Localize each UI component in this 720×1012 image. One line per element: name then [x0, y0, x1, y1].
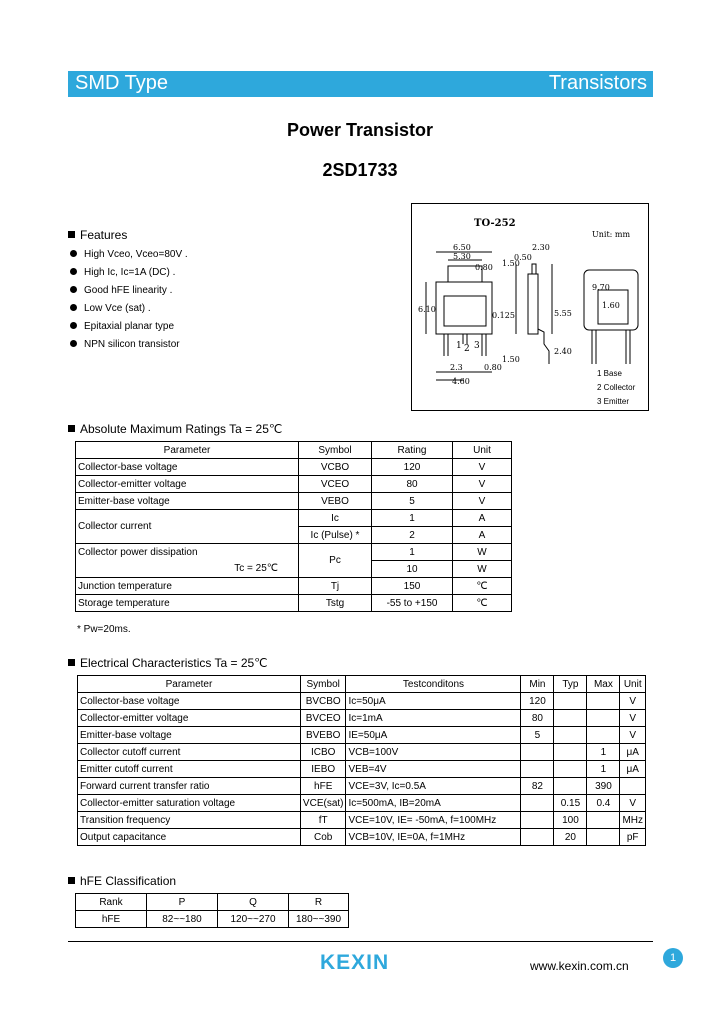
feature-item: Good hFE linearity .	[70, 285, 172, 296]
table-row: Output capacitance Cob VCB=10V, IE=0A, f=1MHz 20 pF	[78, 829, 646, 846]
table-row: Storage temperature Tstg -55 to +150 ℃	[76, 595, 512, 612]
svg-text:2.40: 2.40	[554, 347, 572, 356]
svg-text:1.50: 1.50	[502, 355, 520, 364]
header-right: Transistors	[548, 72, 647, 94]
footer-divider	[68, 941, 653, 942]
table-row: Tc = 25℃ 10 W	[76, 561, 512, 578]
feature-item: High Ic, Ic=1A (DC) .	[70, 267, 175, 278]
bullet-icon	[70, 268, 77, 275]
part-number: 2SD1733	[322, 160, 398, 180]
package-diagram	[411, 203, 649, 411]
table-row: hFE 82~~180 120~~270 180~~390	[76, 911, 349, 928]
table-row: Ic (Pulse) * 2 A	[76, 527, 512, 544]
page-number: 1	[663, 948, 683, 968]
footnote: * Pw=20ms.	[77, 624, 131, 635]
abs-max-heading: Absolute Maximum Ratings Ta = 25℃	[68, 422, 282, 436]
table-row: Forward current transfer ratio hFE VCE=3V, Ic=0.5A 82 390	[78, 778, 646, 795]
bullet-icon	[70, 340, 77, 347]
bullet-icon	[70, 322, 77, 329]
pin-label: 1 Base	[597, 369, 622, 378]
bullet-icon	[70, 286, 77, 293]
feature-item: High Vceo, Vceo=80V .	[70, 249, 188, 260]
svg-text:5.30: 5.30	[453, 252, 471, 261]
svg-text:1.50: 1.50	[502, 259, 520, 268]
table-row: Collector power dissipation Pc 1 W	[76, 544, 512, 561]
table-row: Collector cutoff current ICBO VCB=100V 1 μA	[78, 744, 646, 761]
feature-item: NPN silicon transistor	[70, 339, 180, 350]
table-row: Collector-emitter voltage BVCEO Ic=1mA 80 V	[78, 710, 646, 727]
svg-text:6.10: 6.10	[418, 305, 436, 314]
page-title: Power Transistor	[286, 120, 434, 140]
features-heading: Features	[68, 228, 127, 242]
svg-text:4.60: 4.60	[452, 377, 470, 386]
square-bullet-icon	[68, 425, 75, 432]
table-row: Collector-base voltage VCBO 120 V	[76, 459, 512, 476]
elec-heading: Electrical Characteristics Ta = 25℃	[68, 656, 268, 670]
table-header-row: Rank P Q R	[76, 894, 349, 911]
square-bullet-icon	[68, 231, 75, 238]
table-row: Junction temperature Tj 150 ℃	[76, 578, 512, 595]
svg-text:2.3: 2.3	[450, 363, 463, 372]
svg-text:3: 3	[474, 341, 480, 351]
kexin-logo: KEXIN	[320, 951, 390, 974]
top-view-outline	[584, 270, 638, 330]
svg-text:0.80: 0.80	[484, 363, 502, 372]
website-link[interactable]: www.kexin.com.cn	[530, 959, 629, 973]
unit-label: Unit: mm	[592, 230, 631, 239]
hfe-table	[75, 893, 349, 928]
table-row: Collector-base voltage BVCBO Ic=50μA 120 V	[78, 693, 646, 710]
hfe-heading: hFE Classification	[68, 874, 176, 888]
pin-label: 2 Collector	[597, 383, 636, 392]
header-banner	[68, 71, 653, 97]
table-row: Transition frequency fT VCE=10V, IE= -50mA, f=100MHz 100 MHz	[78, 812, 646, 829]
package-name: TO-252	[474, 218, 516, 229]
svg-text:0.80: 0.80	[475, 263, 493, 272]
square-bullet-icon	[68, 659, 75, 666]
feature-item: Low Vce (sat) .	[70, 303, 151, 314]
svg-text:0.50: 0.50	[514, 253, 532, 262]
table-row: Collector current Ic 1 A	[76, 510, 512, 527]
bullet-icon	[70, 250, 77, 257]
elec-table	[77, 675, 646, 846]
table-row: Emitter cutoff current IEBO VEB=4V 1 μA	[78, 761, 646, 778]
table-row: Emitter-base voltage VEBO 5 V	[76, 493, 512, 510]
table-row: Collector-emitter saturation voltage VCE(sat) Ic=500mA, IB=20mA 0.15 0.4 V	[78, 795, 646, 812]
table-header-row: Parameter Symbol Rating Unit	[76, 442, 512, 459]
svg-text:0.125: 0.125	[492, 311, 515, 320]
package-outline-drawing	[412, 204, 648, 410]
abs-max-table	[75, 441, 512, 612]
svg-text:9.70: 9.70	[592, 283, 610, 292]
bullet-icon	[70, 304, 77, 311]
square-bullet-icon	[68, 877, 75, 884]
table-row: Emitter-base voltage BVEBO IE=50μA 5 V	[78, 727, 646, 744]
svg-text:1.60: 1.60	[602, 301, 620, 310]
side-view-body	[528, 274, 538, 334]
feature-item: Epitaxial planar type	[70, 321, 174, 332]
svg-text:6.50: 6.50	[453, 243, 471, 252]
table-row: Collector-emitter voltage VCEO 80 V	[76, 476, 512, 493]
svg-text:2: 2	[464, 344, 470, 354]
pin-label: 3 Emitter	[597, 397, 630, 406]
svg-text:2.30: 2.30	[532, 243, 550, 252]
table-header-row: Parameter Symbol Testconditons Min Typ Max Unit	[78, 676, 646, 693]
svg-text:1: 1	[456, 341, 462, 351]
header-left: SMD Type	[75, 72, 168, 94]
svg-text:5.55: 5.55	[554, 309, 572, 318]
